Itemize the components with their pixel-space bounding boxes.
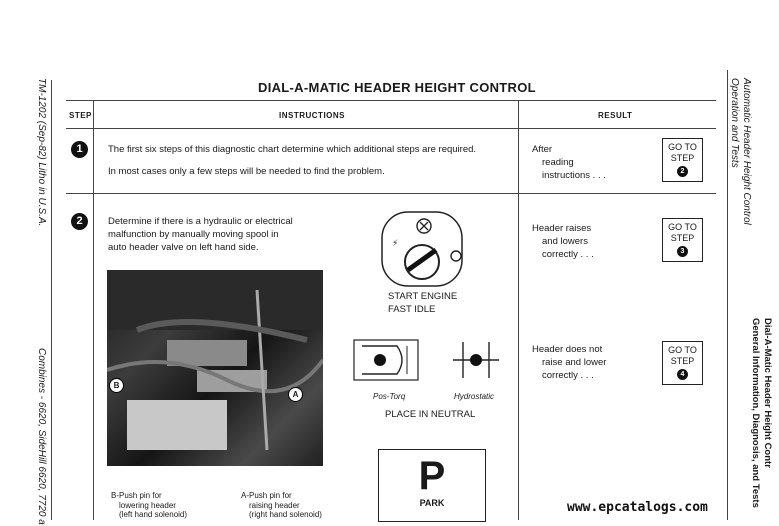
- park-indicator: [378, 449, 486, 522]
- result-line: instructions . . .: [542, 170, 606, 181]
- svg-text:⚡: ⚡: [392, 239, 399, 249]
- goto-step-number: 3: [677, 246, 688, 257]
- caption-line: raising header: [249, 500, 300, 510]
- goto-step-3-box[interactable]: [662, 218, 703, 262]
- goto-step-label: STEP: [670, 153, 695, 163]
- margin-section-subtitle: Operation and Tests: [729, 78, 740, 168]
- goto-label: GO TO: [668, 142, 697, 152]
- engine-instruction: [388, 290, 457, 316]
- throttle-dial-illustration: [378, 210, 468, 290]
- goto-step-label: STEP: [670, 356, 695, 366]
- goto-step-2-box[interactable]: [662, 138, 703, 182]
- margin-topic-title: Dial-A-Matic Header Height Contr: [762, 318, 773, 468]
- photo-label-b: B: [109, 378, 124, 393]
- step-1-text-line1: The first six steps of this diagnostic chart determine which additional steps are required.: [108, 144, 477, 155]
- goto-step-number: 4: [677, 369, 688, 380]
- step-1-text-line2: In most cases only a few steps will be needed to find the problem.: [108, 166, 385, 177]
- goto-step-number: 2: [677, 166, 688, 177]
- result-line: and lowers: [542, 236, 588, 247]
- right-margin-rule: [727, 70, 728, 520]
- margin-doc-id: TM-1202 (Sep-82) Litho in U.S.A.: [36, 78, 47, 227]
- step-2-result-2: [532, 343, 606, 382]
- caption-line: lowering header: [119, 500, 176, 510]
- engine-line: START ENGINE: [388, 291, 458, 302]
- engine-line: FAST IDLE: [388, 304, 436, 315]
- column-header-result: RESULT: [598, 111, 633, 120]
- step-2-result-1: [532, 222, 594, 261]
- park-letter: P: [418, 454, 446, 498]
- result-line: Header does not: [532, 344, 603, 355]
- step1-bottom-rule: [66, 193, 716, 194]
- neutral-instruction: PLACE IN NEUTRAL: [385, 409, 476, 420]
- margin-topic-subtitle: General Information, Diagnosis, and Tests: [750, 318, 761, 508]
- col-divider-step: [93, 100, 94, 520]
- caption-a: [241, 491, 322, 520]
- intro-line: Determine if there is a hydraulic or electrical: [108, 216, 293, 227]
- column-header-instructions: INSTRUCTIONS: [279, 111, 345, 120]
- watermark[interactable]: www.epcatalogs.com: [567, 500, 708, 515]
- step-2-marker: 2: [71, 213, 88, 230]
- park-label: PARK: [419, 498, 445, 508]
- result-line: raise and lower: [542, 357, 607, 368]
- goto-step-label: STEP: [670, 233, 695, 243]
- goto-label: GO TO: [668, 222, 697, 232]
- column-header-step: STEP: [69, 111, 92, 120]
- result-line: correctly . . .: [542, 249, 594, 260]
- goto-label: GO TO: [668, 345, 697, 355]
- caption-line: (left hand solenoid): [119, 510, 188, 519]
- pos-torq-lever-diagram: [352, 336, 422, 384]
- valve-photo-detail: [107, 270, 323, 466]
- step-1-marker: 1: [71, 141, 88, 158]
- result-line: correctly . . .: [542, 370, 594, 381]
- caption-line: A-Push pin for: [241, 491, 292, 500]
- intro-line: malfunction by manually moving spool in: [108, 229, 279, 240]
- margin-section-title: Automatic Header Height Control: [741, 78, 752, 225]
- result-line: Header raises: [532, 223, 592, 234]
- goto-step-4-box[interactable]: [662, 341, 703, 385]
- intro-line: auto header valve on left hand side.: [108, 242, 259, 253]
- left-margin-rule: [51, 80, 52, 520]
- photo-label-a: A: [288, 387, 303, 402]
- step-2-intro: [108, 215, 293, 254]
- step-1-result: [532, 143, 606, 182]
- caption-b: [111, 491, 187, 520]
- caption-line: B-Push pin for: [111, 491, 162, 500]
- result-line: reading: [542, 157, 574, 168]
- hydrostatic-label: Hydrostatic: [454, 392, 495, 401]
- pos-torq-label: Pos-Torq: [373, 392, 406, 401]
- page-title: DIAL-A-MATIC HEADER HEIGHT CONTROL: [258, 80, 536, 95]
- header-top-rule: [66, 100, 716, 101]
- header-bottom-rule: [66, 128, 716, 129]
- caption-line: (right hand solenoid): [249, 510, 322, 519]
- col-divider-result: [518, 100, 519, 520]
- valve-photo: [107, 270, 323, 466]
- hydrostatic-lever-diagram: [451, 336, 501, 384]
- result-line: After: [532, 144, 553, 155]
- margin-models: Combines - 6620, SideHill 6620, 7720 a: [36, 348, 47, 525]
